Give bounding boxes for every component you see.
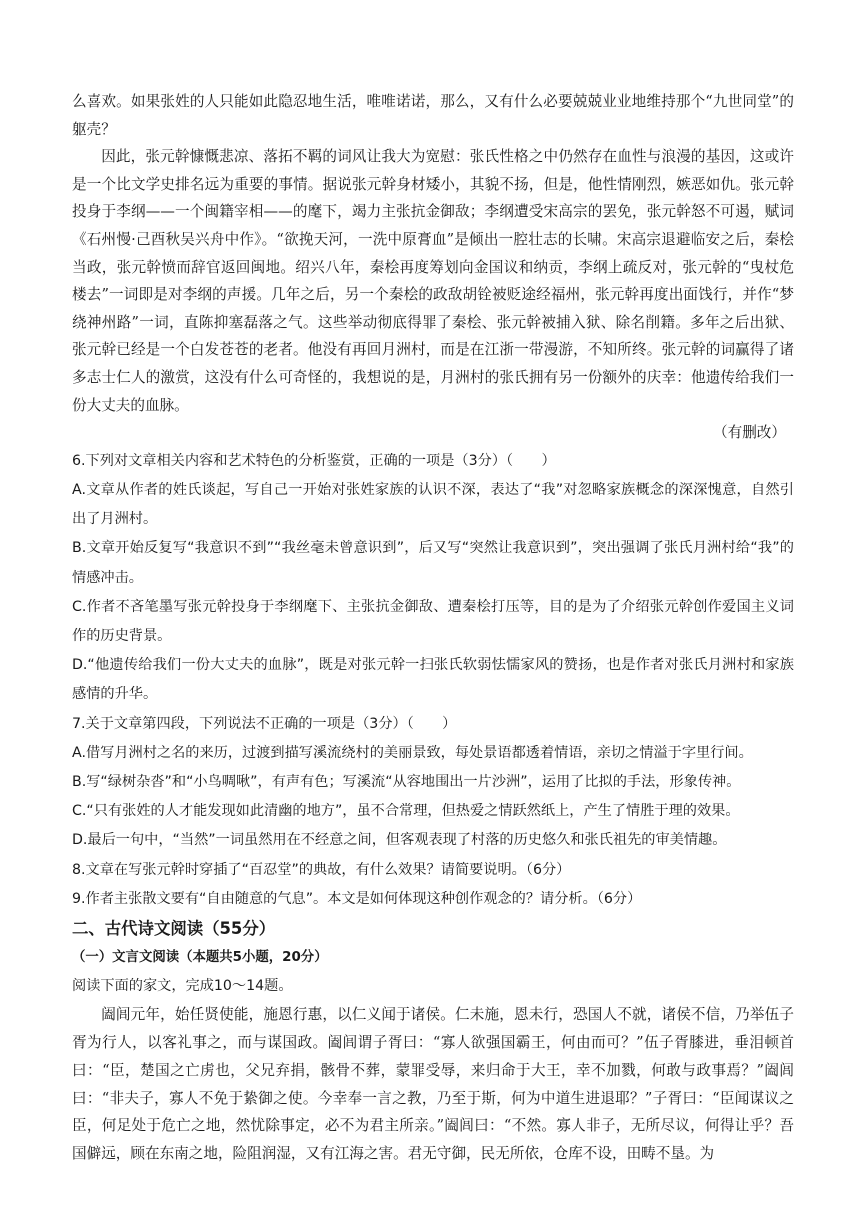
essay-paragraph-continuation: 么喜欢。如果张姓的人只能如此隐忍地生活，唯唯诺诺，那么，又有什么必要兢兢业业地维持那个“九世同堂”的躯壳？	[72, 93, 794, 138]
essay-paragraph-zhang-yuangan: 因此，张元幹慷慨悲凉、落拓不羁的词风让我大为宽慰：张氏性格之中仍然存在血性与浪漫的基因，这或许是一个比文学史排名远为重要的事情。据说张元幹身材矮小，其貌不扬，但是，他性情刚烈，嫉恶如仇。张元幹投身于李纲——一个闽籍宰相——的麾下，竭力主张抗金御敌；李纲遭受宋高宗的罢免，张元幹怒不可遏，赋词《石州慢·己酉秋吴兴舟中作》。“欲挽天河，一洗中原膏血”是倾出一腔壮志的长啸。宋高宗退避临安之后，秦桧当政，张元幹愤而辞官返回闽地。绍兴八年，秦桧再度筹划向金国议和纳贡，李纲上疏反对，张元幹的“曳杖危楼去”一词即是对李纲的声援。几年之后，另一个秦桧的政敌胡铨被贬途经福州，张元幹再度出面饯行，并作“梦绕神州路”一词，直陈抑塞磊落之气。这些举动彻底得罪了秦桧、张元幹被捕入狱、除名削籍。多年之后出狱、张元幹已经是一个白发苍苍的老者。他没有再回月洲村，而是在江浙一带漫游，不知所终。张元幹的词赢得了诸多志士仁人的激赏，这没有什么可奇怪的，我想说的是，月洲村的张氏拥有另一份额外的庆幸：他遗传给我们一份大丈夫的血脉。	[72, 148, 794, 414]
question-7-option-d: D.最后一句中，“当然”一词虽然用在不经意之间，但客观表现了村落的历史悠久和张氏祖先的审美情趣。	[72, 832, 727, 849]
classical-chinese-passage: 阖闾元年，始任贤使能，施恩行惠，以仁义闻于诸侯。仁未施，恩未行，恐国人不就，诸侯不信，乃举伍子胥为行人，以客礼事之，而与谋国政。阖闾谓子胥曰：“寡人欲强国霸王，何由而可？”伍子胥膝进，垂泪顿首曰：“臣，楚国之亡虏也，父兄弃捐，骸骨不葬，蒙罪受辱，来归命于大王，幸不加戮，何敢与政事焉？”阖闾曰：“非夫子，寡人不免于絷御之使。今幸奉一言之教，乃至于斯，何为中道生进退耶？”子胥曰：“臣闻谋议之臣，何足处于危亡之地，然忧除事定，必不为君主所亲。”阖闾曰：“不然。寡人非子，无所尽议，何得让乎？吾国僻远，顾在东南之地，险阻润湿，又有江海之害。君无守御，民无所依，仓库不设，田畴不垦。为	[72, 1006, 794, 1163]
reading-instruction: 阅读下面的家文，完成10～14题。	[72, 977, 293, 994]
question-7-option-c: C.“只有张姓的人才能发现如此清幽的地方”，虽不合常理，但热爱之情跃然纸上，产生了情胜于理的效果。	[72, 803, 740, 820]
question-6-option-a: A.文章从作者的姓氏谈起，写自己一开始对张姓家族的认识不深，表达了“我”对忽略家族概念的深深愧意，自然引出了月洲村。	[72, 481, 794, 528]
question-7-option-a: A.借写月洲村之名的来历，过渡到描写溪流绕村的美丽景致，每处景语都透着情语，亲切之情溢于字里行间。	[72, 744, 753, 761]
question-6-stem: 6.下列对文章相关内容和艺术特色的分析鉴赏，正确的一项是（3分）（ ）	[72, 452, 556, 469]
source-note: （有删改）	[713, 424, 786, 442]
section-heading: 二、古代诗文阅读（55分）	[72, 918, 276, 938]
question-9: 9.作者主张散文要有“自由随意的气息”。本文是如何体现这种创作观念的？请分析。（6分）	[72, 890, 642, 907]
question-6-option-d: D.“他遗传给我们一份大丈夫的血脉”，既是对张元幹一扫张氏软弱怯懦家风的赞扬，也是作者对张氏月洲村和家族感情的升华。	[72, 657, 794, 703]
question-7-stem: 7.关于文章第四段，下列说法不正确的一项是（3分）（ ）	[72, 715, 457, 732]
question-8: 8.文章在写张元幹时穿插了“百忍堂”的典故，有什么效果？请简要说明。（6分）	[72, 861, 571, 878]
document-page	[72, 88, 794, 1168]
subsection-heading: （一）文言文阅读（本题共5小题，20分）	[72, 949, 328, 965]
question-6-option-c: C.作者不吝笔墨写张元幹投身于李纲麾下、主张抗金御敌、遭秦桧打压等，目的是为了介绍张元幹创作爱国主义词作的历史背景。	[72, 598, 794, 644]
question-7-option-b: B.写“绿树杂沓”和“小鸟啁啾”，有声有色；写溪流“从容地围出一片沙洲”，运用了比拟的手法，形象传神。	[72, 773, 741, 790]
question-6-option-b: B.文章开始反复写“我意识不到”“我丝毫未曾意识到”，后又写“突然让我意识到”，突出强调了张氏月洲村给“我”的情感冲击。	[72, 540, 794, 586]
question-list	[72, 447, 794, 914]
